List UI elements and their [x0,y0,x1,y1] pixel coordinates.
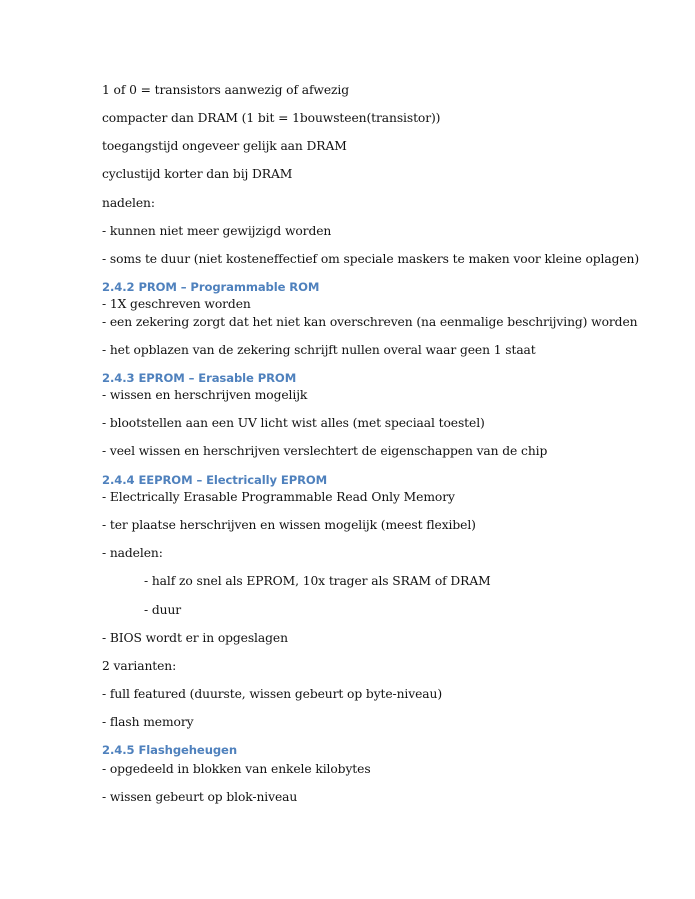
list-item: - het opblazen van de zekering schrijft nullen overal waar geen 1 staat [102,343,536,357]
section-heading-eeprom: 2.4.4 EEPROM – Electrically EPROM [102,473,328,487]
list-item: - veel wissen en herschrijven verslechtert de eigenschappen van de chip [102,444,548,458]
list-item: - full featured (duurste, wissen gebeurt op byte-niveau) [102,687,443,701]
sub-list-item: - duur [144,603,182,617]
text-line: 1 of 0 = transistors aanwezig of afwezig [102,83,350,97]
section-heading-flash: 2.4.5 Flashgeheugen [102,743,237,757]
text-line: compacter dan DRAM (1 bit = 1bouwsteen(transistor)) [102,111,441,125]
section-heading-eprom: 2.4.3 EPROM – Erasable PROM [102,371,297,385]
text-line: toegangstijd ongeveer gelijk aan DRAM [102,139,347,153]
text-line: nadelen: [102,196,155,210]
text-line: 2 varianten: [102,659,177,673]
sub-list-item: - half zo snel als EPROM, 10x trager als SRAM of DRAM [144,574,491,588]
list-item: - kunnen niet meer gewijzigd worden [102,224,332,238]
list-item: - ter plaatse herschrijven en wissen mogelijk (meest flexibel) [102,518,476,532]
list-item: - nadelen: [102,546,163,560]
list-item: - 1X geschreven worden [102,297,251,311]
list-item: - opgedeeld in blokken van enkele kilobytes [102,762,371,776]
list-item: - flash memory [102,715,194,729]
text-line: cyclustijd korter dan bij DRAM [102,167,293,181]
list-item: - soms te duur (niet kosteneffectief om speciale maskers te maken voor kleine oplagen) [102,252,640,266]
section-heading-prom: 2.4.2 PROM – Programmable ROM [102,280,320,294]
list-item: - wissen en herschrijven mogelijk [102,388,308,402]
list-item: - een zekering zorgt dat het niet kan overschreven (na eenmalige beschrijving) worden [102,315,638,329]
list-item: - wissen gebeurt op blok-niveau [102,790,298,804]
list-item: - Electrically Erasable Programmable Read Only Memory [102,490,455,504]
list-item: - BIOS wordt er in opgeslagen [102,631,288,645]
list-item: - blootstellen aan een UV licht wist alles (met speciaal toestel) [102,416,485,430]
